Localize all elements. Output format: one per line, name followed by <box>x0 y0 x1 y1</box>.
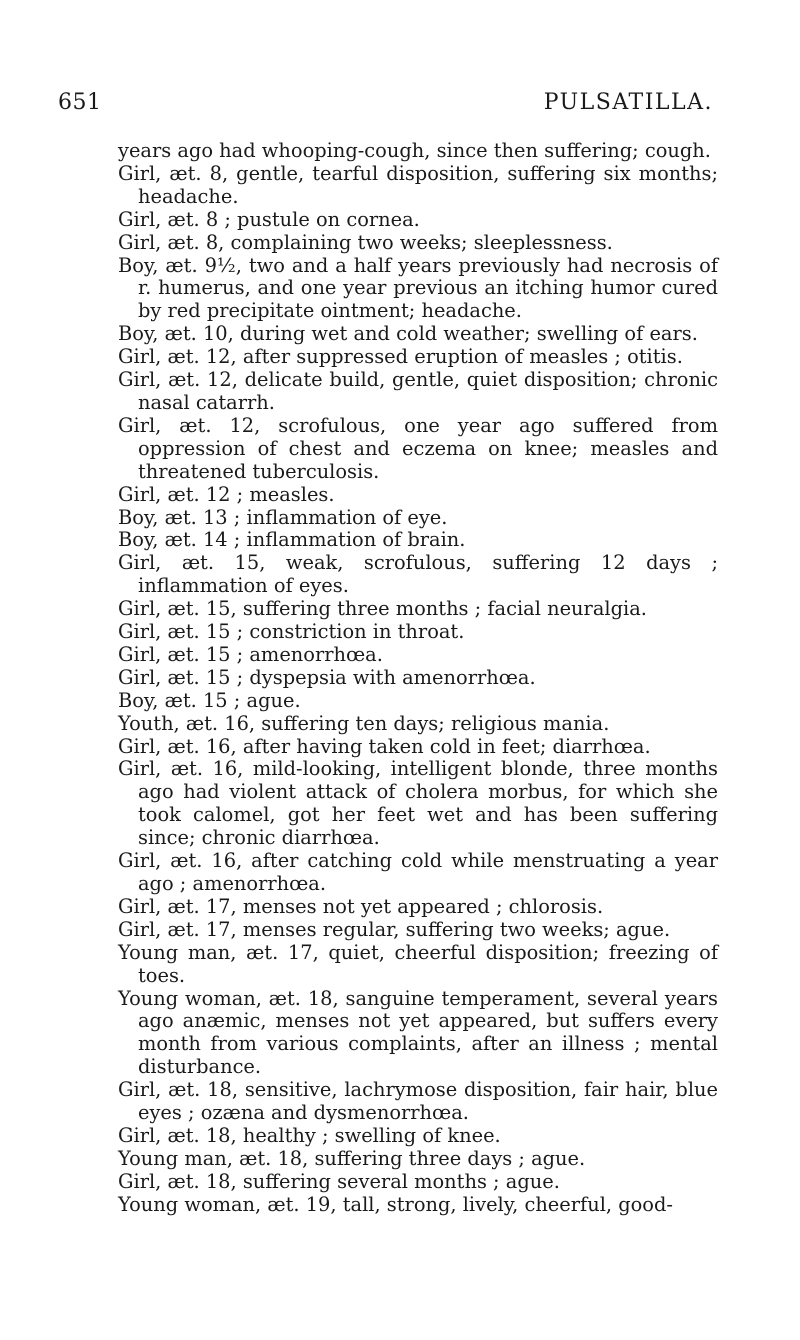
case-entry: Girl, æt. 8, gentle, tearful disposition, suffering six months; headache. <box>118 161 718 208</box>
case-entry: Girl, æt. 12, after suppressed eruption of measles ; otitis. <box>118 345 683 369</box>
case-entry: Girl, æt. 15, weak, scrofulous, suffering 12 days ; inflammation of eyes. <box>118 551 718 598</box>
case-entry: Girl, æt. 16, after catching cold while menstruating a year ago ; amenorrhœa. <box>118 849 718 895</box>
page-header <box>58 90 713 120</box>
case-entry: Girl, æt. 18, sensitive, lachrymose disposition, fair hair, blue eyes ; ozæna and dysmenorrhœa. <box>118 1078 718 1125</box>
case-entry: Girl, æt. 16, after having taken cold in feet; diarrhœa. <box>118 734 651 758</box>
case-entry: Girl, æt. 16, mild-looking, intelligent blonde, three months ago had violent attack of cholera morbus, for which she took calomel, got her feet wet and has been suffering since; chronic diarrhœa. <box>118 757 718 850</box>
case-entry: Girl, æt. 17, menses regular, suffering two weeks; ague. <box>118 917 671 941</box>
case-entry: Girl, æt. 15 ; constriction in throat. <box>118 620 465 644</box>
case-entry: Girl, æt. 15 ; amenorrhœa. <box>118 642 383 666</box>
case-entry: Young man, æt. 17, quiet, cheerful disposition; freezing of toes. <box>118 940 718 987</box>
case-entry: Young woman, æt. 19, tall, strong, lively, cheerful, good- <box>118 1192 673 1216</box>
case-entry: Youth, æt. 16, suffering ten days; religious mania. <box>118 711 610 735</box>
body-text <box>118 140 718 1217</box>
case-entry: Girl, æt. 18, healthy ; swelling of knee. <box>118 1123 501 1147</box>
case-entry: Girl, æt. 12, scrofulous, one year ago suffered from oppression of chest and eczema on knee; measles and threatened tuberculosis. <box>118 413 718 483</box>
case-entry: Young man, æt. 18, suffering three days ; ague. <box>118 1146 586 1170</box>
case-entry: years ago had whooping-cough, since then suffering; cough. <box>118 139 711 162</box>
case-entry: Girl, æt. 12 ; measles. <box>118 482 335 506</box>
case-entry: Boy, æt. 9½, two and a half years previously had necrosis of r. humerus, and one year previous an itching humor cured by red precipitate ointment; headache. <box>118 253 718 323</box>
case-entry: Boy, æt. 13 ; inflammation of eye. <box>118 505 448 529</box>
case-entry: Girl, æt. 17, menses not yet appeared ; chlorosis. <box>118 894 604 918</box>
running-head: PULSATILLA. <box>543 90 713 115</box>
case-entry: Girl, æt. 8 ; pustule on cornea. <box>118 207 420 231</box>
case-entry: Girl, æt. 15, suffering three months ; facial neuralgia. <box>118 597 647 621</box>
case-entry: Boy, æt. 14 ; inflammation of brain. <box>118 528 466 552</box>
case-entry: Girl, æt. 18, suffering several months ; ague. <box>118 1169 560 1193</box>
page-number: 651 <box>58 90 102 115</box>
case-entry: Girl, æt. 15 ; dyspepsia with amenorrhœa. <box>118 665 536 689</box>
case-entry: Young woman, æt. 18, sanguine temperament, several years ago anæmic, menses not yet appeared, but suffers every month from various complaints, after an illness ; mental disturbance. <box>118 986 718 1079</box>
case-entry: Girl, æt. 12, delicate build, gentle, quiet disposition; chronic nasal catarrh. <box>118 368 718 414</box>
case-entry: Boy, æt. 15 ; ague. <box>118 688 301 712</box>
case-entry: Boy, æt. 10, during wet and cold weather; swelling of ears. <box>118 322 698 346</box>
case-entry: Girl, æt. 8, complaining two weeks; sleeplessness. <box>118 230 613 254</box>
